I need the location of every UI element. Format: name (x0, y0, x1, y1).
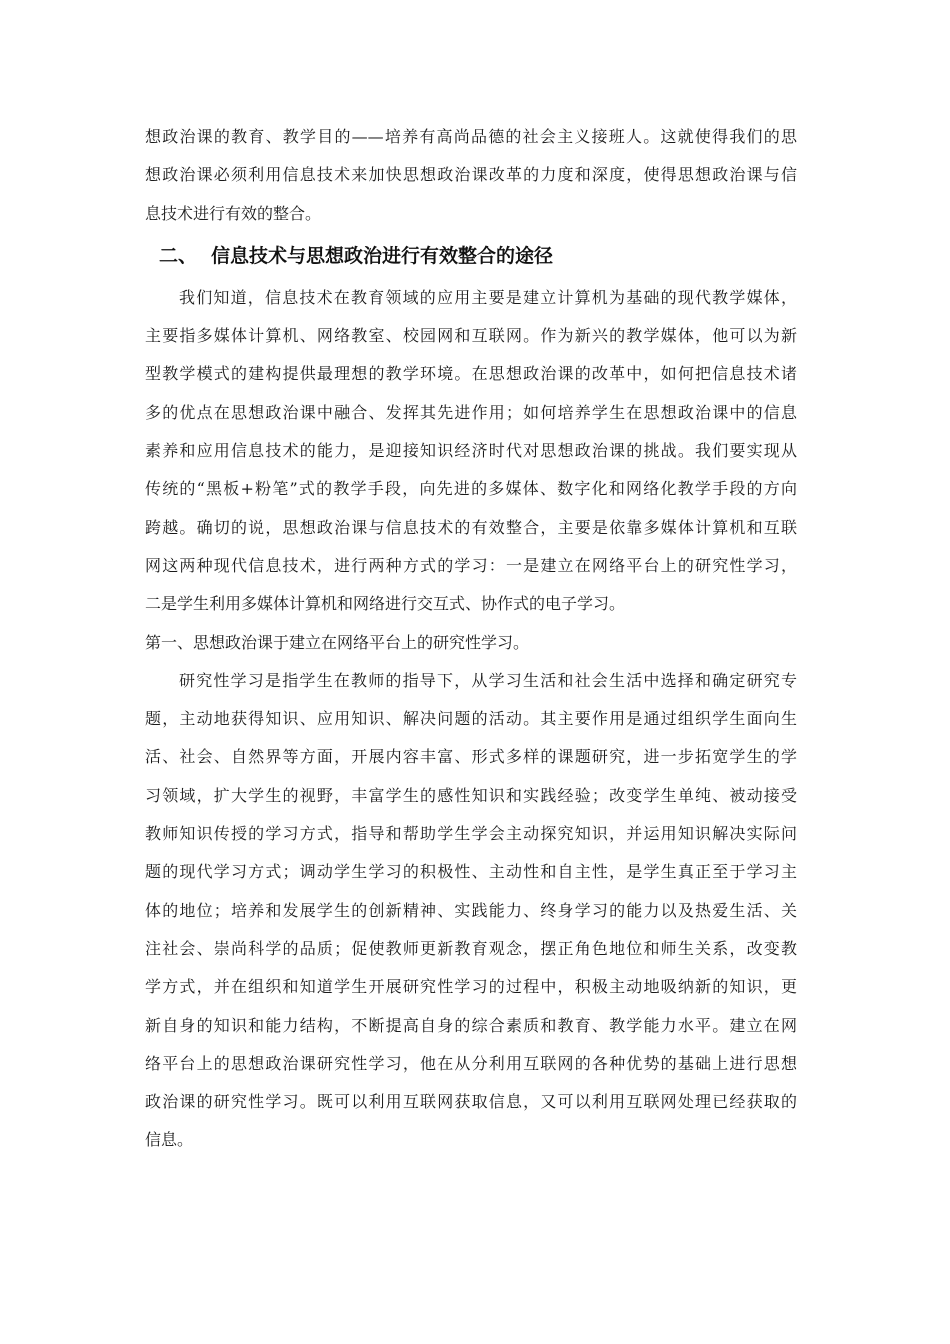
text-line: 主要指多媒体计算机、网络教室、校园网和互联网。作为新兴的教学媒体，他可以为新 (145, 326, 797, 346)
section-heading (145, 233, 797, 279)
text-line: 注社会、崇尚科学的品质；促使教师更新教育观念，摆正角色地位和师生关系，改变教 (145, 938, 797, 958)
paragraph-2 (145, 662, 797, 1160)
text-line: 网这两种现代信息技术，进行两种方式的学习：一是建立在网络平台上的研究性学习， (145, 555, 797, 575)
text-line: 型教学模式的建构提供最理想的教学环境。在思想政治课的改革中，如何把信息技术诸 (145, 364, 797, 384)
text-line: 新自身的知识和能力结构，不断提高自身的综合素质和教育、教学能力水平。建立在网 (145, 1015, 797, 1035)
text-line: 络平台上的思想政治课研究性学习，他在从分利用互联网的各种优势的基础上进行思想 (145, 1053, 797, 1073)
text-line: 习领域，扩大学生的视野，丰富学生的感性知识和实践经验；改变学生单纯、被动接受 (145, 785, 797, 805)
document-body (145, 118, 797, 1160)
section-title: 信息技术与思想政治进行有效整合的途径 (211, 244, 554, 267)
text-line: 信息。 (145, 1130, 194, 1150)
text-line: 题的现代学习方式；调动学生学习的积极性、主动性和自主性，是学生真正至于学习主 (145, 862, 797, 882)
text-line: 跨越。确切的说，思想政治课与信息技术的有效整合，主要是依靠多媒体计算机和互联 (145, 517, 797, 537)
section-number: 二、 (159, 244, 198, 267)
intro-paragraph (145, 118, 797, 233)
text-line: 学方式，并在组织和知道学生开展研究性学习的过程中，积极主动地吸纳新的知识，更 (145, 977, 797, 997)
text-line: 二是学生利用多媒体计算机和网络进行交互式、协作式的电子学习。 (145, 594, 626, 614)
text-line: 我们知道，信息技术在教育领域的应用主要是建立计算机为基础的现代教学媒体， (179, 287, 797, 307)
text-line: 活、社会、自然界等方面，开展内容丰富、形式多样的课题研究，进一步拓宽学生的学 (145, 747, 797, 767)
text-line: 传统的“黑板+粉笔”式的教学手段，向先进的多媒体、数字化和网络化教学手段的方向 (145, 479, 797, 499)
paragraph-1 (145, 279, 797, 624)
text-line: 体的地位；培养和发展学生的创新精神、实践能力、终身学习的能力以及热爱生活、关 (145, 900, 797, 920)
text-line: 素养和应用信息技术的能力，是迎接知识经济时代对思想政治课的挑战。我们要实现从 (145, 441, 797, 461)
text-line: 多的优点在思想政治课中融合、发挥其先进作用；如何培养学生在思想政治课中的信息 (145, 402, 797, 422)
text-line: 想政治课的教育、教学目的——培养有高尚品德的社会主义接班人。这就使得我们的思 (145, 127, 797, 146)
subheading: 第一、思想政治课于建立在网络平台上的研究性学习。 (145, 632, 530, 652)
text-line: 教师知识传授的学习方式，指导和帮助学生学会主动探究知识，并运用知识解决实际问 (145, 824, 797, 844)
text-line: 研究性学习是指学生在教师的指导下，从学习生活和社会生活中选择和确定研究专 (179, 670, 797, 690)
text-line: 想政治课必须利用信息技术来加快思想政治课改革的力度和深度，使得思想政治课与信 (145, 165, 797, 185)
text-line: 政治课的研究性学习。既可以利用互联网获取信息，又可以利用互联网处理已经获取的 (145, 1092, 797, 1112)
text-line: 息技术进行有效的整合。 (145, 203, 322, 223)
text-line: 题，主动地获得知识、应用知识、解决问题的活动。其主要作用是通过组织学生面向生 (145, 709, 797, 729)
